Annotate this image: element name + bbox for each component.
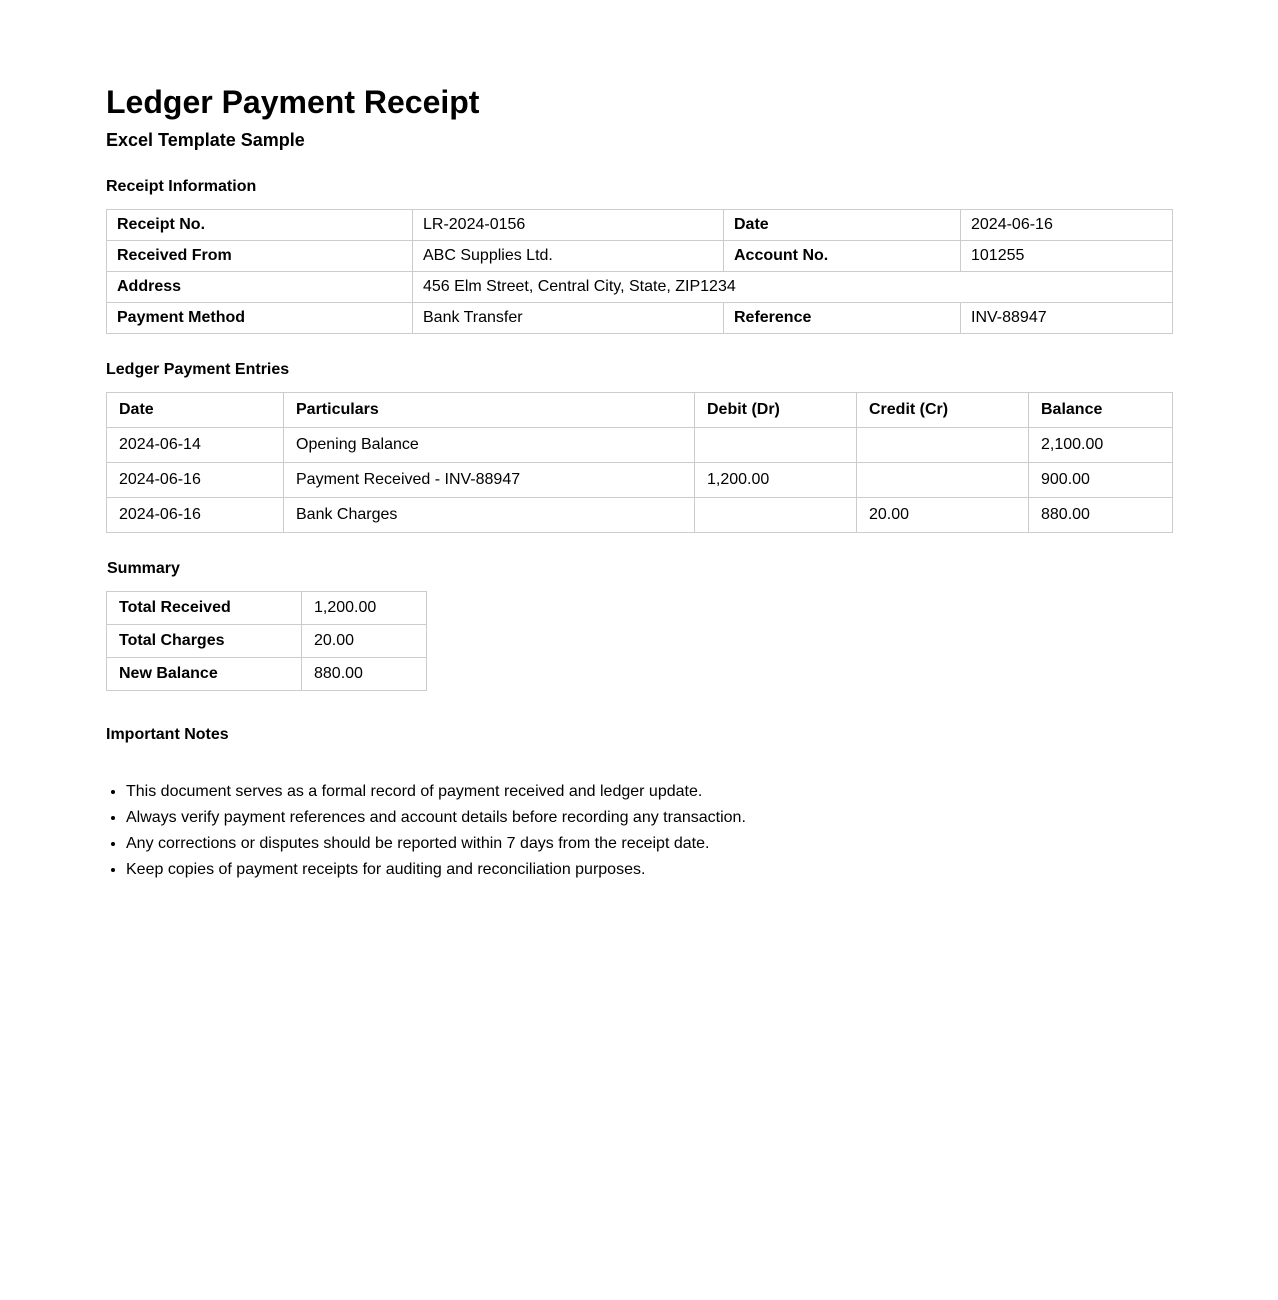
page-title: Ledger Payment Receipt: [106, 84, 480, 120]
total-received-label: Total Received: [107, 592, 302, 625]
table-row: [107, 463, 1173, 498]
entry-debit: [695, 428, 857, 463]
entry-credit: [857, 463, 1029, 498]
entry-balance: 2,100.00: [1029, 428, 1173, 463]
payment-method-value: Bank Transfer: [413, 303, 724, 334]
list-item: • This document serves as a formal record of payment received and ledger update.: [126, 779, 746, 805]
reference-value: INV-88947: [961, 303, 1173, 334]
account-no-value: 101255: [961, 241, 1173, 272]
entry-balance: 900.00: [1029, 463, 1173, 498]
date-value: 2024-06-16: [961, 210, 1173, 241]
column-header-debit: Debit (Dr): [695, 393, 857, 428]
entry-particulars: Payment Received - INV-88947: [284, 463, 695, 498]
table-row: [107, 241, 1173, 272]
entry-credit: [857, 428, 1029, 463]
column-header-date: Date: [107, 393, 284, 428]
summary-heading: Summary: [107, 560, 180, 577]
notes-list: [106, 779, 746, 883]
account-no-label: Account No.: [724, 241, 961, 272]
date-label: Date: [724, 210, 961, 241]
receipt-info-heading: Receipt Information: [106, 178, 257, 195]
column-header-credit: Credit (Cr): [857, 393, 1029, 428]
reference-label: Reference: [724, 303, 961, 334]
entry-debit: [695, 498, 857, 533]
entry-date: 2024-06-16: [107, 463, 284, 498]
total-received-value: 1,200.00: [302, 592, 427, 625]
entry-date: 2024-06-16: [107, 498, 284, 533]
column-header-balance: Balance: [1029, 393, 1173, 428]
entry-particulars: Bank Charges: [284, 498, 695, 533]
total-charges-value: 20.00: [302, 625, 427, 658]
table-row: [107, 592, 427, 625]
summary-table: [106, 591, 427, 691]
page-subtitle: Excel Template Sample: [106, 130, 305, 150]
payment-method-label: Payment Method: [107, 303, 413, 334]
total-charges-label: Total Charges: [107, 625, 302, 658]
table-row: [107, 625, 427, 658]
new-balance-label: New Balance: [107, 658, 302, 691]
table-row: [107, 498, 1173, 533]
received-from-value: ABC Supplies Ltd.: [413, 241, 724, 272]
address-value: 456 Elm Street, Central City, State, ZIP1234: [413, 272, 1173, 303]
receipt-no-label: Receipt No.: [107, 210, 413, 241]
entry-debit: 1,200.00: [695, 463, 857, 498]
table-row: [107, 428, 1173, 463]
address-label: Address: [107, 272, 413, 303]
entry-credit: 20.00: [857, 498, 1029, 533]
received-from-label: Received From: [107, 241, 413, 272]
column-header-particulars: Particulars: [284, 393, 695, 428]
receipt-no-value: LR-2024-0156: [413, 210, 724, 241]
table-row: [107, 303, 1173, 334]
entries-table: [106, 392, 1173, 533]
entry-date: 2024-06-14: [107, 428, 284, 463]
entry-particulars: Opening Balance: [284, 428, 695, 463]
notes-heading: Important Notes: [106, 726, 229, 743]
list-item: • Keep copies of payment receipts for auditing and reconciliation purposes.: [126, 857, 746, 883]
receipt-info-table: [106, 209, 1173, 334]
list-item: • Always verify payment references and account details before recording any transaction.: [126, 805, 746, 831]
entry-balance: 880.00: [1029, 498, 1173, 533]
new-balance-value: 880.00: [302, 658, 427, 691]
list-item: • Any corrections or disputes should be reported within 7 days from the receipt date.: [126, 831, 746, 857]
table-row: [107, 210, 1173, 241]
table-header-row: [107, 393, 1173, 428]
entries-heading: Ledger Payment Entries: [106, 361, 290, 378]
table-row: [107, 658, 427, 691]
table-row: [107, 272, 1173, 303]
